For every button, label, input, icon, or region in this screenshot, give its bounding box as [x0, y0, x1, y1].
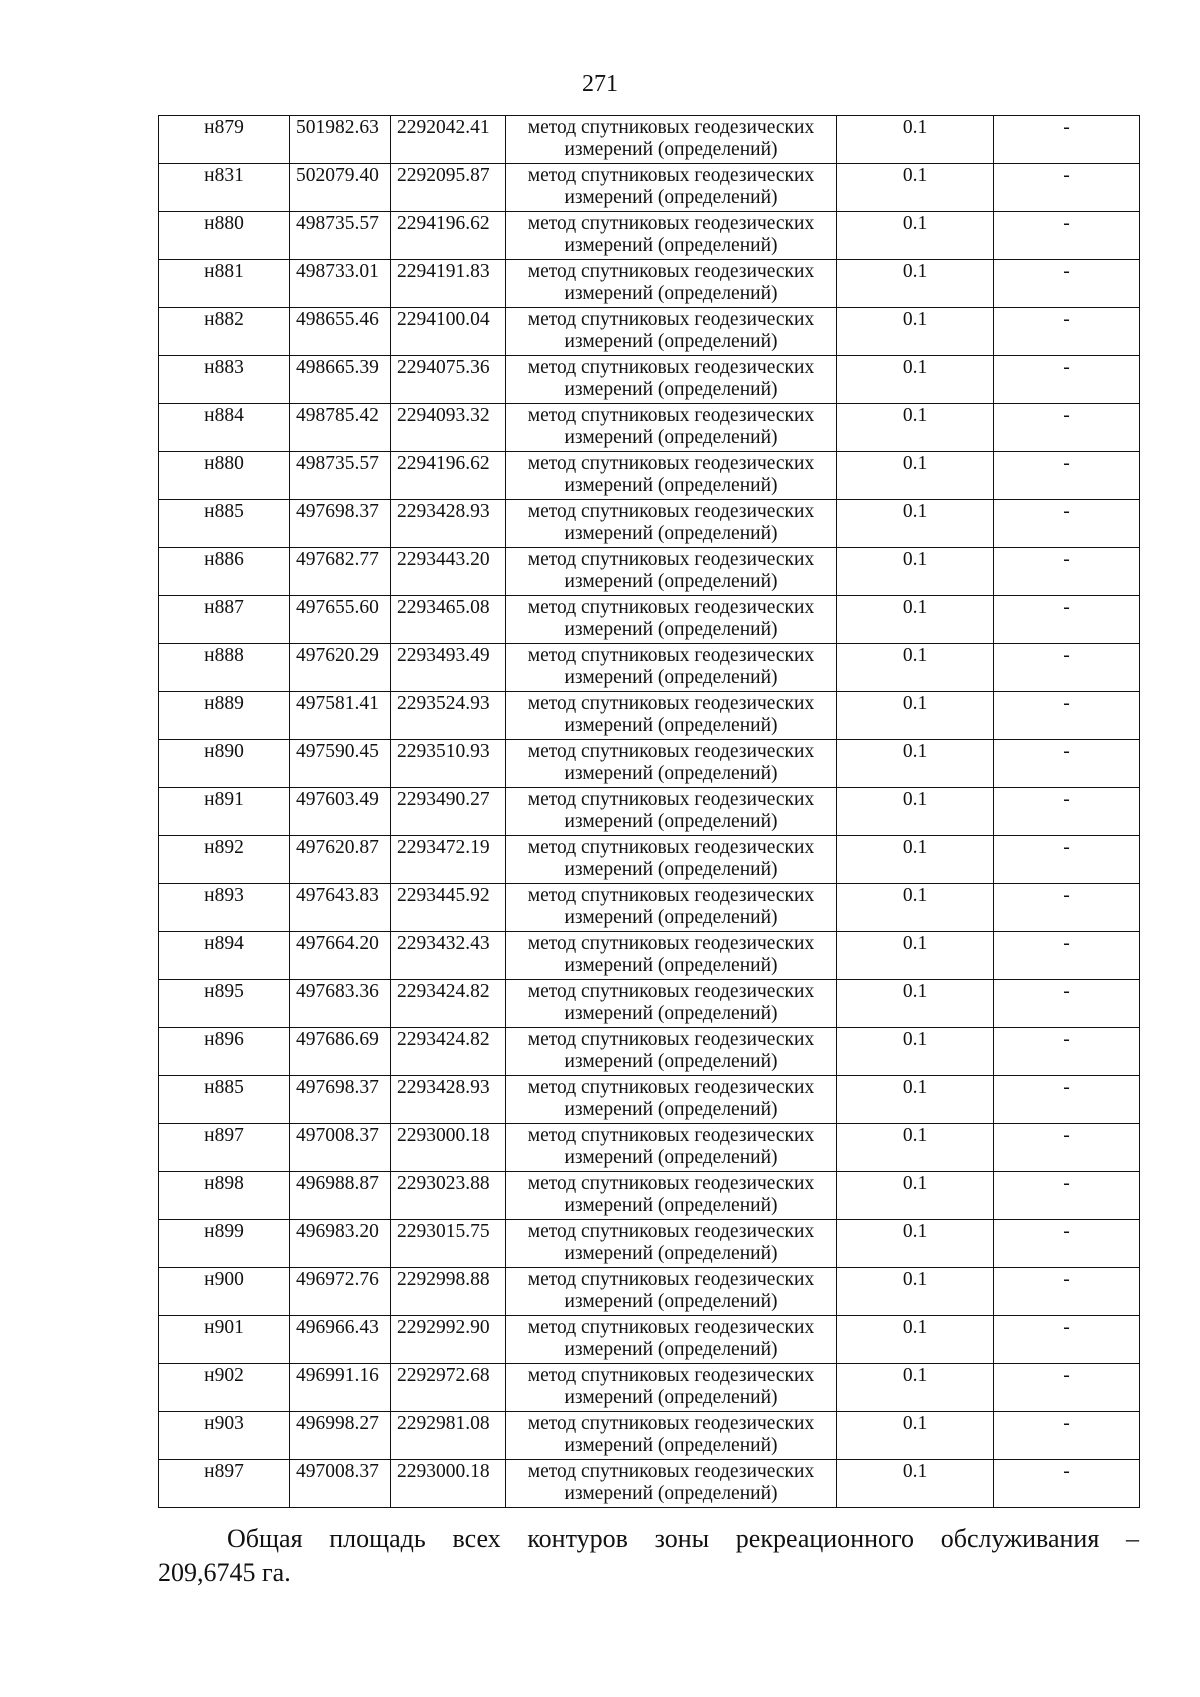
x-coordinate-cell: 497664.20	[290, 932, 391, 980]
x-coordinate-cell: 498785.42	[290, 404, 391, 452]
y-coordinate-cell: 2294196.62	[391, 452, 506, 500]
description-cell: -	[994, 1460, 1140, 1508]
method-line1: метод спутниковых геодезических	[527, 933, 815, 954]
table-row	[159, 164, 1140, 212]
x-coordinate-cell: 498665.39	[290, 356, 391, 404]
page-number: 271	[582, 71, 618, 97]
x-coordinate-cell: 502079.40	[290, 164, 391, 212]
table-row	[159, 1364, 1140, 1412]
x-coordinate-cell: 497643.83	[290, 884, 391, 932]
point-id-cell: н831	[159, 164, 290, 212]
method-line2: измерений (определений)	[564, 1195, 778, 1216]
table-row	[159, 1316, 1140, 1364]
method-line1: метод спутниковых геодезических	[527, 1029, 815, 1050]
coordinates-table-body	[159, 116, 1140, 1508]
accuracy-cell: 0.1	[837, 452, 994, 500]
x-coordinate-cell: 496983.20	[290, 1220, 391, 1268]
table-row	[159, 1076, 1140, 1124]
description-cell: -	[994, 1316, 1140, 1364]
method-line2: измерений (определений)	[564, 283, 778, 304]
method-cell	[506, 692, 837, 740]
method-line2: измерений (определений)	[564, 1099, 778, 1120]
table-row	[159, 644, 1140, 692]
table-row	[159, 596, 1140, 644]
method-cell	[506, 1316, 837, 1364]
accuracy-cell: 0.1	[837, 356, 994, 404]
accuracy-cell: 0.1	[837, 1124, 994, 1172]
x-coordinate-cell: 497655.60	[290, 596, 391, 644]
point-id-cell: н892	[159, 836, 290, 884]
table-row	[159, 548, 1140, 596]
accuracy-cell: 0.1	[837, 788, 994, 836]
description-cell: -	[994, 1028, 1140, 1076]
table-row	[159, 740, 1140, 788]
table-row	[159, 788, 1140, 836]
x-coordinate-cell: 501982.63	[290, 116, 391, 164]
area-summary	[158, 1522, 1139, 1590]
method-cell	[506, 1268, 837, 1316]
y-coordinate-cell: 2292042.41	[391, 116, 506, 164]
accuracy-cell: 0.1	[837, 836, 994, 884]
point-id-cell: н898	[159, 1172, 290, 1220]
table-row	[159, 308, 1140, 356]
method-line1: метод спутниковых геодезических	[527, 1461, 815, 1482]
method-line1: метод спутниковых геодезических	[527, 549, 815, 570]
point-id-cell: н879	[159, 116, 290, 164]
description-cell: -	[994, 1124, 1140, 1172]
point-id-cell: н894	[159, 932, 290, 980]
method-line2: измерений (определений)	[564, 427, 778, 448]
x-coordinate-cell: 496998.27	[290, 1412, 391, 1460]
method-cell	[506, 548, 837, 596]
accuracy-cell: 0.1	[837, 596, 994, 644]
y-coordinate-cell: 2292095.87	[391, 164, 506, 212]
accuracy-cell: 0.1	[837, 1172, 994, 1220]
y-coordinate-cell: 2293428.93	[391, 1076, 506, 1124]
method-cell	[506, 308, 837, 356]
method-line1: метод спутниковых геодезических	[527, 309, 815, 330]
description-cell: -	[994, 308, 1140, 356]
point-id-cell: н899	[159, 1220, 290, 1268]
table-row	[159, 404, 1140, 452]
description-cell: -	[994, 644, 1140, 692]
description-cell: -	[994, 500, 1140, 548]
table-row	[159, 836, 1140, 884]
x-coordinate-cell: 496972.76	[290, 1268, 391, 1316]
x-coordinate-cell: 497698.37	[290, 1076, 391, 1124]
accuracy-cell: 0.1	[837, 1364, 994, 1412]
accuracy-cell: 0.1	[837, 1076, 994, 1124]
x-coordinate-cell: 497683.36	[290, 980, 391, 1028]
table-row	[159, 1124, 1140, 1172]
method-line1: метод спутниковых геодезических	[527, 501, 815, 522]
y-coordinate-cell: 2293472.19	[391, 836, 506, 884]
description-cell: -	[994, 596, 1140, 644]
accuracy-cell: 0.1	[837, 260, 994, 308]
method-line1: метод спутниковых геодезических	[527, 837, 815, 858]
method-line2: измерений (определений)	[564, 331, 778, 352]
description-cell: -	[994, 1076, 1140, 1124]
accuracy-cell: 0.1	[837, 548, 994, 596]
method-line2: измерений (определений)	[564, 571, 778, 592]
method-cell	[506, 500, 837, 548]
y-coordinate-cell: 2294100.04	[391, 308, 506, 356]
coordinates-table	[158, 115, 1140, 1508]
point-id-cell: н891	[159, 788, 290, 836]
method-line2: измерений (определений)	[564, 1243, 778, 1264]
method-line2: измерений (определений)	[564, 1003, 778, 1024]
description-cell: -	[994, 1220, 1140, 1268]
point-id-cell: н900	[159, 1268, 290, 1316]
description-cell: -	[994, 404, 1140, 452]
x-coordinate-cell: 497603.49	[290, 788, 391, 836]
method-line1: метод спутниковых геодезических	[527, 357, 815, 378]
method-line2: измерений (определений)	[564, 1387, 778, 1408]
x-coordinate-cell: 498735.57	[290, 452, 391, 500]
method-line2: измерений (определений)	[564, 475, 778, 496]
x-coordinate-cell: 498735.57	[290, 212, 391, 260]
description-cell: -	[994, 1364, 1140, 1412]
description-cell: -	[994, 788, 1140, 836]
accuracy-cell: 0.1	[837, 884, 994, 932]
method-cell	[506, 452, 837, 500]
method-cell	[506, 836, 837, 884]
accuracy-cell: 0.1	[837, 212, 994, 260]
x-coordinate-cell: 496966.43	[290, 1316, 391, 1364]
x-coordinate-cell: 497698.37	[290, 500, 391, 548]
point-id-cell: н883	[159, 356, 290, 404]
table-row	[159, 1412, 1140, 1460]
method-cell	[506, 740, 837, 788]
y-coordinate-cell: 2293023.88	[391, 1172, 506, 1220]
point-id-cell: н888	[159, 644, 290, 692]
method-line2: измерений (определений)	[564, 139, 778, 160]
method-line2: измерений (определений)	[564, 187, 778, 208]
method-line2: измерений (определений)	[564, 955, 778, 976]
point-id-cell: н896	[159, 1028, 290, 1076]
table-row	[159, 1460, 1140, 1508]
description-cell: -	[994, 164, 1140, 212]
method-line2: измерений (определений)	[564, 859, 778, 880]
point-id-cell: н895	[159, 980, 290, 1028]
method-line1: метод спутниковых геодезических	[527, 1413, 815, 1434]
method-cell	[506, 1412, 837, 1460]
area-summary-line2: 209,6745 га.	[158, 1558, 291, 1587]
y-coordinate-cell: 2293000.18	[391, 1460, 506, 1508]
method-line2: измерений (определений)	[564, 235, 778, 256]
y-coordinate-cell: 2293424.82	[391, 980, 506, 1028]
method-line2: измерений (определений)	[564, 667, 778, 688]
method-line1: метод спутниковых геодезических	[527, 789, 815, 810]
method-line2: измерений (определений)	[564, 1147, 778, 1168]
x-coordinate-cell: 497682.77	[290, 548, 391, 596]
point-id-cell: н903	[159, 1412, 290, 1460]
method-line1: метод спутниковых геодезических	[527, 981, 815, 1002]
method-cell	[506, 1364, 837, 1412]
method-cell	[506, 1076, 837, 1124]
point-id-cell: н890	[159, 740, 290, 788]
x-coordinate-cell: 497008.37	[290, 1460, 391, 1508]
accuracy-cell: 0.1	[837, 1028, 994, 1076]
method-line2: измерений (определений)	[564, 763, 778, 784]
method-cell	[506, 260, 837, 308]
table-row	[159, 116, 1140, 164]
method-line1: метод спутниковых геодезических	[527, 1221, 815, 1242]
method-line2: измерений (определений)	[564, 811, 778, 832]
method-line1: метод спутниковых геодезических	[527, 597, 815, 618]
accuracy-cell: 0.1	[837, 164, 994, 212]
x-coordinate-cell: 497686.69	[290, 1028, 391, 1076]
description-cell: -	[994, 1268, 1140, 1316]
point-id-cell: н889	[159, 692, 290, 740]
description-cell: -	[994, 740, 1140, 788]
method-line1: метод спутниковых геодезических	[527, 885, 815, 906]
method-line2: измерений (определений)	[564, 1051, 778, 1072]
table-row	[159, 932, 1140, 980]
method-line1: метод спутниковых геодезических	[527, 213, 815, 234]
description-cell: -	[994, 980, 1140, 1028]
table-row	[159, 260, 1140, 308]
method-line2: измерений (определений)	[564, 1291, 778, 1312]
point-id-cell: н897	[159, 1124, 290, 1172]
description-cell: -	[994, 932, 1140, 980]
method-line1: метод спутниковых геодезических	[527, 405, 815, 426]
accuracy-cell: 0.1	[837, 308, 994, 356]
method-line1: метод спутниковых геодезических	[527, 165, 815, 186]
y-coordinate-cell: 2292992.90	[391, 1316, 506, 1364]
method-line2: измерений (определений)	[564, 1339, 778, 1360]
y-coordinate-cell: 2292972.68	[391, 1364, 506, 1412]
method-line1: метод спутниковых геодезических	[527, 1125, 815, 1146]
accuracy-cell: 0.1	[837, 692, 994, 740]
point-id-cell: н893	[159, 884, 290, 932]
y-coordinate-cell: 2294093.32	[391, 404, 506, 452]
point-id-cell: н897	[159, 1460, 290, 1508]
table-row	[159, 452, 1140, 500]
method-cell	[506, 1124, 837, 1172]
y-coordinate-cell: 2294196.62	[391, 212, 506, 260]
point-id-cell: н885	[159, 1076, 290, 1124]
point-id-cell: н882	[159, 308, 290, 356]
method-line2: измерений (определений)	[564, 715, 778, 736]
table-row	[159, 356, 1140, 404]
method-cell	[506, 116, 837, 164]
table-row	[159, 692, 1140, 740]
area-summary-line1: Общая площадь всех контуров зоны рекреационного обслуживания –	[227, 1524, 1139, 1553]
method-cell	[506, 1460, 837, 1508]
accuracy-cell: 0.1	[837, 740, 994, 788]
accuracy-cell: 0.1	[837, 1268, 994, 1316]
y-coordinate-cell: 2293432.43	[391, 932, 506, 980]
method-line2: измерений (определений)	[564, 1435, 778, 1456]
method-cell	[506, 596, 837, 644]
point-id-cell: н880	[159, 452, 290, 500]
method-cell	[506, 884, 837, 932]
accuracy-cell: 0.1	[837, 1220, 994, 1268]
accuracy-cell: 0.1	[837, 1412, 994, 1460]
point-id-cell: н886	[159, 548, 290, 596]
y-coordinate-cell: 2293465.08	[391, 596, 506, 644]
method-line2: измерений (определений)	[564, 523, 778, 544]
y-coordinate-cell: 2293445.92	[391, 884, 506, 932]
point-id-cell: н885	[159, 500, 290, 548]
table-row	[159, 1028, 1140, 1076]
x-coordinate-cell: 497620.29	[290, 644, 391, 692]
table-row	[159, 884, 1140, 932]
y-coordinate-cell: 2293443.20	[391, 548, 506, 596]
y-coordinate-cell: 2293490.27	[391, 788, 506, 836]
method-cell	[506, 1172, 837, 1220]
y-coordinate-cell: 2293424.82	[391, 1028, 506, 1076]
table-row	[159, 500, 1140, 548]
y-coordinate-cell: 2293493.49	[391, 644, 506, 692]
point-id-cell: н902	[159, 1364, 290, 1412]
description-cell: -	[994, 1172, 1140, 1220]
method-cell	[506, 356, 837, 404]
table-row	[159, 1268, 1140, 1316]
method-line2: измерений (определений)	[564, 907, 778, 928]
description-cell: -	[994, 548, 1140, 596]
accuracy-cell: 0.1	[837, 1316, 994, 1364]
method-cell	[506, 404, 837, 452]
description-cell: -	[994, 452, 1140, 500]
accuracy-cell: 0.1	[837, 500, 994, 548]
y-coordinate-cell: 2293000.18	[391, 1124, 506, 1172]
description-cell: -	[994, 212, 1140, 260]
description-cell: -	[994, 116, 1140, 164]
accuracy-cell: 0.1	[837, 404, 994, 452]
x-coordinate-cell: 497620.87	[290, 836, 391, 884]
method-line1: метод спутниковых геодезических	[527, 1077, 815, 1098]
method-line1: метод спутниковых геодезических	[527, 1173, 815, 1194]
table-row	[159, 1172, 1140, 1220]
point-id-cell: н901	[159, 1316, 290, 1364]
description-cell: -	[994, 1412, 1140, 1460]
method-line2: измерений (определений)	[564, 619, 778, 640]
point-id-cell: н880	[159, 212, 290, 260]
table-row	[159, 1220, 1140, 1268]
method-cell	[506, 980, 837, 1028]
method-line1: метод спутниковых геодезических	[527, 693, 815, 714]
x-coordinate-cell: 496991.16	[290, 1364, 391, 1412]
description-cell: -	[994, 836, 1140, 884]
point-id-cell: н881	[159, 260, 290, 308]
y-coordinate-cell: 2294075.36	[391, 356, 506, 404]
accuracy-cell: 0.1	[837, 980, 994, 1028]
method-line2: измерений (определений)	[564, 1483, 778, 1504]
method-cell	[506, 164, 837, 212]
method-cell	[506, 1220, 837, 1268]
x-coordinate-cell: 497008.37	[290, 1124, 391, 1172]
y-coordinate-cell: 2294191.83	[391, 260, 506, 308]
y-coordinate-cell: 2293524.93	[391, 692, 506, 740]
accuracy-cell: 0.1	[837, 1460, 994, 1508]
method-line1: метод спутниковых геодезических	[527, 1269, 815, 1290]
description-cell: -	[994, 260, 1140, 308]
method-line1: метод спутниковых геодезических	[527, 117, 815, 138]
method-line1: метод спутниковых геодезических	[527, 741, 815, 762]
description-cell: -	[994, 356, 1140, 404]
method-cell	[506, 212, 837, 260]
y-coordinate-cell: 2292981.08	[391, 1412, 506, 1460]
method-line1: метод спутниковых геодезических	[527, 261, 815, 282]
x-coordinate-cell: 498733.01	[290, 260, 391, 308]
method-line1: метод спутниковых геодезических	[527, 1317, 815, 1338]
method-line1: метод спутниковых геодезических	[527, 1365, 815, 1386]
method-cell	[506, 1028, 837, 1076]
method-line2: измерений (определений)	[564, 379, 778, 400]
table-row	[159, 980, 1140, 1028]
y-coordinate-cell: 2293510.93	[391, 740, 506, 788]
x-coordinate-cell: 498655.46	[290, 308, 391, 356]
x-coordinate-cell: 497581.41	[290, 692, 391, 740]
method-cell	[506, 788, 837, 836]
table-row	[159, 212, 1140, 260]
point-id-cell: н887	[159, 596, 290, 644]
accuracy-cell: 0.1	[837, 644, 994, 692]
x-coordinate-cell: 496988.87	[290, 1172, 391, 1220]
accuracy-cell: 0.1	[837, 932, 994, 980]
method-line1: метод спутниковых геодезических	[527, 453, 815, 474]
y-coordinate-cell: 2292998.88	[391, 1268, 506, 1316]
method-cell	[506, 644, 837, 692]
description-cell: -	[994, 692, 1140, 740]
accuracy-cell: 0.1	[837, 116, 994, 164]
y-coordinate-cell: 2293428.93	[391, 500, 506, 548]
method-line1: метод спутниковых геодезических	[527, 645, 815, 666]
x-coordinate-cell: 497590.45	[290, 740, 391, 788]
y-coordinate-cell: 2293015.75	[391, 1220, 506, 1268]
point-id-cell: н884	[159, 404, 290, 452]
method-cell	[506, 932, 837, 980]
description-cell: -	[994, 884, 1140, 932]
